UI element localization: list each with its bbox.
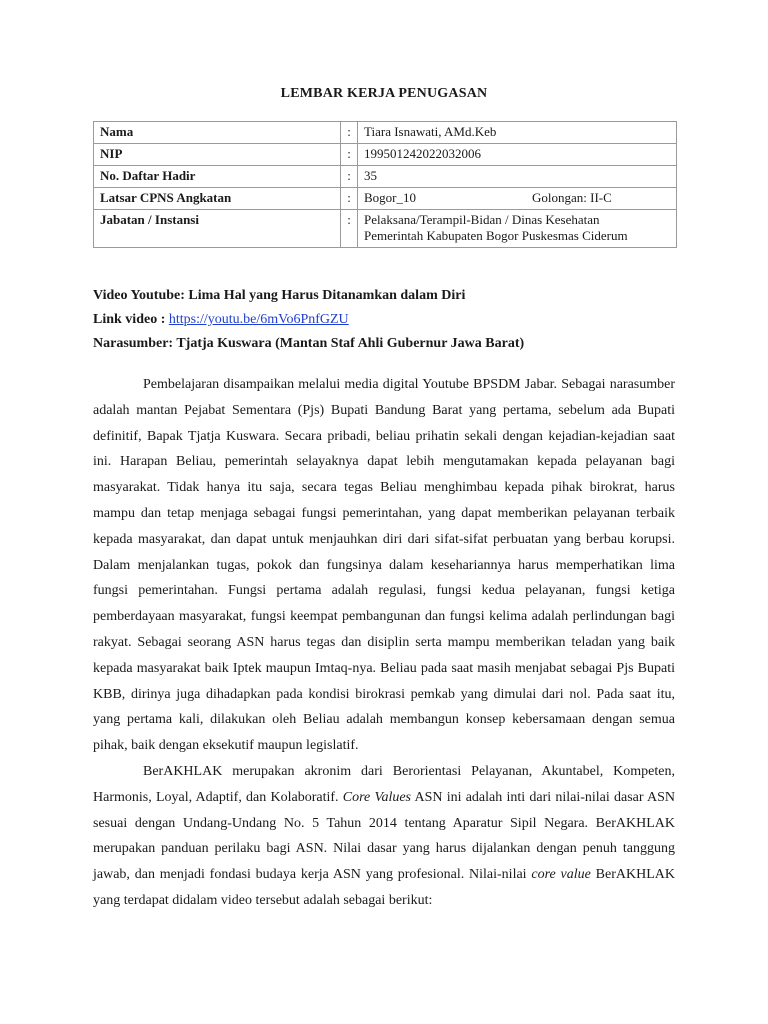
table-row xyxy=(94,144,677,166)
video-link[interactable]: https://youtu.be/6mVo6PnfGZU xyxy=(168,312,349,327)
body-text xyxy=(93,372,675,914)
value-jabatan-line1: Pelaksana/Terampil-Bidan / Dinas Kesehatan xyxy=(364,212,600,227)
value-daftar-hadir: 35 xyxy=(358,166,677,188)
p2-part2: ASN ini adalah inti dari nilai-nilai dasar ASN sesuai dengan Undang-Undang No. 5 Tahun 2014 tentang Aparatur Sipil Negara. BerAKHLAK merupakan panduan perilaku bagi ASN. Nilai dasar yang harus dijalankan dengan penuh tanggung jawab, dan menjadi fondasi budaya kerja ASN yang profesional. Nilai-nilai xyxy=(93,789,675,883)
colon: : xyxy=(341,122,358,144)
value-nama: Tiara Isnawati, AMd.Keb xyxy=(358,122,677,144)
paragraph-2 xyxy=(93,759,675,914)
value-golongan: Golongan: II-C xyxy=(532,190,612,205)
video-link-line xyxy=(93,308,677,332)
value-jabatan-line2: Pemerintah Kabupaten Bogor Puskesmas Ciderum xyxy=(364,228,628,243)
value-latsar xyxy=(358,188,677,210)
value-nip: 199501242022032006 xyxy=(358,144,677,166)
colon: : xyxy=(341,188,358,210)
label-latsar: Latsar CPNS Angkatan xyxy=(94,188,341,210)
p2-italic-core-value: core value xyxy=(531,867,591,883)
identity-table xyxy=(93,121,677,248)
value-angkatan: Bogor_10 xyxy=(364,190,416,205)
colon: : xyxy=(341,166,358,188)
colon: : xyxy=(341,144,358,166)
video-link-label: Link video : xyxy=(93,312,169,327)
value-jabatan xyxy=(358,210,677,248)
p2-part3: BerAKHLAK yang terdapat didalam video tersebut adalah sebagai berikut: xyxy=(93,867,675,908)
document-title: LEMBAR KERJA PENUGASAN xyxy=(280,86,488,101)
video-info xyxy=(93,284,677,356)
p2-part1: BerAKHLAK merupakan akronim dari Berorientasi Pelayanan, Akuntabel, Kompeten, Harmonis, Loyal, Adaptif, dan Kolaboratif. xyxy=(93,763,675,805)
table-row xyxy=(94,210,677,248)
label-nama: Nama xyxy=(94,122,341,144)
colon: : xyxy=(341,210,358,248)
label-nip: NIP xyxy=(94,144,341,166)
p2-italic-core-values: Core Values xyxy=(342,789,412,805)
video-speaker: Narasumber: Tjatja Kuswara (Mantan Staf Ahli Gubernur Jawa Barat) xyxy=(93,336,525,351)
label-daftar-hadir: No. Daftar Hadir xyxy=(94,166,341,188)
table-row xyxy=(94,188,677,210)
table-row xyxy=(94,122,677,144)
paragraph-1: Pembelajaran disampaikan melalui media digital Youtube BPSDM Jabar. Sebagai narasumber adalah mantan Pejabat Sementara (Pjs) Bupati Bandung Barat yang pertama, sebelum ada Bupati definitif, Bapak Tjatja Kuswara. Secara pribadi, beliau prihatin sekali dengan kejadian-kejadian saat ini. Harapan Beliau, pemerintah selayaknya dapat lebih mengutamakan kepada pelayanan bagi masyarakat. Tidak hanya itu saja, secara tegas Beliau menghimbau kepada pihak birokrat, harus mampu dan tetap menjaga sebagai fungsi pemerintahan, yang dapat memberikan pelayanan terbaik kepada masyarakat, dan dapat untuk menjauhkan diri dari sifat-sifat perbuatan yang berbau korupsi. Dalam menjalankan tugas, pokok dan fungsinya dalam kesehariannya harus memperhatikan lima fungsi pemerintahan. Fungsi pertama adalah regulasi, fungsi kedua pelayanan, fungsi ketiga pemberdayaan masyarakat, fungsi keempat pembangunan dan fungsi kelima adalah perlindungan bagi rakyat. Sebagai seorang ASN harus tegas dan disiplin serta mampu memberikan teladan yang baik kepada masyarakat baik Iptek maupun Imtaq-nya. Beliau pada saat masih menjabat sebagai Pjs Bupati KBB, dirinya juga dihadapkan pada kondisi birokrasi pemkab yang dimulai dari nol. Pada saat itu, yang pertama kali, dilakukan oleh Beliau adalah membangun konsep kebersamaan dengan semua pihak, baik dengan eksekutif maupun legislatif. xyxy=(93,377,675,754)
video-title: Video Youtube: Lima Hal yang Harus Ditanamkan dalam Diri xyxy=(93,288,466,303)
label-jabatan: Jabatan / Instansi xyxy=(94,210,341,248)
table-row xyxy=(94,166,677,188)
